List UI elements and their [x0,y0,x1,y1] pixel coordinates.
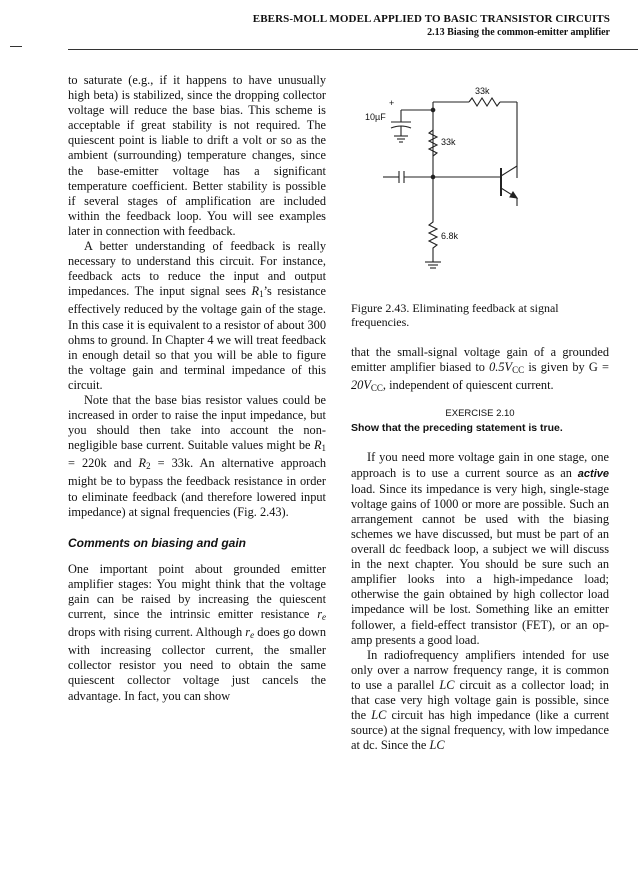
header-rule [68,49,638,50]
paragraph-1: to saturate (e.g., if it happens to have unusually high beta) is stabilized, since the dropping collector voltage will reduce the base bias. This scheme is acceptable if great stability is not required. The quiescent point is liable to drift a volt or so as the ambient (surrounding) temperature changes, since the base-emitter voltage has a significant temperature coefficient. Better stability is possible if several stages of amplification are included within the feedback loop. You will see examples later in connection with feedback. [68,73,326,238]
running-head-title: EBERS-MOLL MODEL APPLIED TO BASIC TRANSISTOR CIRCUITS [252,13,610,25]
re-symbol-2: re [245,625,255,641]
p2-text-b: ’s resistance effectively reduced by the voltage gain of the stage. In this case it is equivalent to a resistor of about 300 ohms to ground. In Chapter 4 we will treat feedback in enough detail so that you will be able to figure the voltage gain and terminal impedance of this circuit. [68,284,327,392]
re-symbol: re [317,607,326,623]
circuit-diagram [351,82,609,297]
resistor-lower [429,206,437,262]
caption-label: Figure 2.43. [351,301,410,315]
rp1-text-b: is given by G = [524,360,609,375]
p3-text-a: Note that the base bias resistor values could be increased in order to raise the input impedance, but you should then take into account the non-negligible base current. Suitable values might be [68,392,326,453]
p4-text-b: drops with rising current. Although [68,625,243,640]
label-plus: + [389,98,395,108]
exercise-label: EXERCISE 2.10 [445,408,515,420]
label-feedback-resistor: 33k [475,86,490,96]
r1-symbol-2: $R_1$ [313,438,326,454]
caption-text: Eliminating feedback at signal frequencies. [351,301,559,329]
transistor-collector [501,166,517,176]
r2-symbol: $R_2$ [138,456,151,472]
active-word: active [577,467,609,480]
right-paragraph-3 [351,648,609,754]
exercise-text: Show that the preceding statement is true. [351,422,563,435]
vcc-expr-2: $20V_{CC}$ [351,378,383,394]
rp2-text-b: load. Since its impedance is very high, single-stage voltage gains of 1000 or more are possible. Such an arrangement cannot be used with the biasing schemes we have discussed, but must be part of an overall dc feedback loop, a subject we will discuss in the next chapter. You should be sure such an amplifier looks into a high-impedance load; otherwise the gain obtained by high collector load impedance will be lost. Something like an emitter follower, a field-effect transistor (FET), or an op-amp presents a good load. [351,481,609,647]
paragraph-4 [68,562,326,704]
emitter-arrow [510,192,517,198]
p3-text-b: An alternative approach might be to bypass the feedback resistance in order to eliminate feedback (and therefore lowered input impedance) at signal frequencies (Fig. 2.43). [68,456,326,519]
rp3-text-c: circuit has high impedance (like a current source) at the signal frequency, with low impedance at dc. Since the [351,708,610,753]
margin-mark [10,46,22,47]
vcc-expr-1: $0.5V_{CC}$ [489,360,525,376]
rp1-text-c: , independent of quiescent current. [382,378,554,393]
rp3-text-b: circuit as a collector load; in that case very high voltage gain is possible, since the [351,677,609,723]
rp1-text-a: that the small-signal voltage gain of a grounded emitter amplifier biased to [351,345,609,375]
label-capacitor: 10µF [365,112,386,122]
section-heading: Comments on biasing and gain [68,535,247,550]
p2-text-a: A better understanding of feedback is really necessary to understand this circuit. For instance, feedback acts to reduce the input and output impedances. The input signal sees [68,239,326,299]
resistor-feedback [469,98,500,106]
node-dot-2 [431,175,435,179]
lc-term-1: LC [439,677,455,692]
running-head [253,12,610,40]
p3-eq-1: = 220k and [68,456,139,471]
p3-eq-2: = 33k. [150,456,194,471]
label-lower-resistor: 6.8k [441,231,459,241]
right-column [351,80,609,753]
right-paragraph-1 [351,345,609,396]
figure-caption [351,301,609,329]
rp2-text-a: If you need more voltage gain in one stage, one approach is to use a current source as an [351,450,609,480]
lc-term-3: LC [429,738,445,753]
node-dot-1 [431,108,435,112]
paragraph-3 [68,393,326,520]
label-upper-resistor: 33k [441,137,456,147]
running-head-section: 2.13 Biasing the common-emitter amplifier [427,27,610,38]
p4-text-c: does go down with increasing collector current, the smaller collector resistor you need to obtain the same quiescent collector voltage just cancels the advantage. In fact, you can show [68,625,326,703]
p4-text-a: One important point about grounded emitter amplifier stages: You might think that the voltage gain can be raised by increasing the quiescent current, since the intrinsic emitter resistance [68,561,326,622]
paragraph-2 [68,239,326,393]
circuit-figure [351,82,609,297]
r1-symbol: $R_1$ [251,284,264,300]
lc-term-2: LC [371,708,387,723]
left-column [68,73,326,704]
rp3-text-a: In radiofrequency amplifiers intended for use only over a narrow frequency range, it is common to use a parallel [351,647,609,692]
right-paragraph-2 [351,450,609,647]
